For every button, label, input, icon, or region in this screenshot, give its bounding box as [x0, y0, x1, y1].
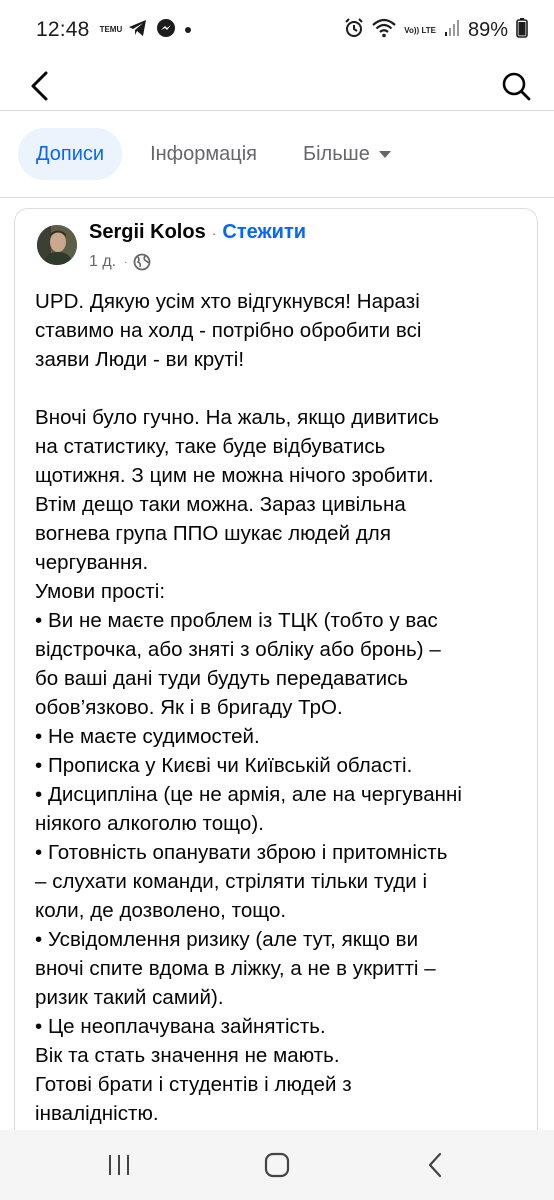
- wifi-icon: [372, 18, 396, 43]
- tab-more-label: Більше: [302, 142, 370, 165]
- post-text-line: вогнева група ППО шукає людей для: [35, 522, 391, 545]
- post-text-line: ризик такий самий).: [35, 986, 224, 1009]
- messenger-icon: [156, 18, 176, 43]
- back-button[interactable]: [20, 66, 60, 106]
- tab-info[interactable]: [150, 128, 257, 180]
- post-text-line: • Не маєте судимостей.: [35, 725, 260, 748]
- post-timestamp[interactable]: 1 д.: [89, 253, 117, 270]
- post-text-line: • Дисципліна (це не армія, але на чергуванні: [35, 783, 463, 806]
- status-time: 12:48: [36, 18, 90, 41]
- meta-separator: ·: [124, 256, 128, 268]
- home-button[interactable]: [247, 1135, 307, 1195]
- tab-more[interactable]: [303, 128, 392, 180]
- post-text-line: Готові брати і студентів і людей з: [35, 1073, 352, 1096]
- post-text-line: на статистику, таке буде відбуватись: [35, 435, 386, 458]
- notification-icons: [100, 18, 192, 43]
- post-text-line: Вночі було гучно. На жаль, якщо дивитись: [35, 406, 440, 429]
- alarm-icon: [344, 18, 364, 43]
- post-text-line: заяви Люди - ви круті!: [35, 348, 245, 371]
- telegram-icon: [128, 19, 148, 42]
- post-text-line: відстрочка, або зняті з обліку або бронь) –: [35, 638, 441, 661]
- header-divider: [0, 110, 554, 111]
- recent-apps-button[interactable]: [89, 1135, 149, 1195]
- post-text-line: коли, де дозволено, тощо.: [35, 899, 287, 922]
- status-bar: [0, 0, 554, 60]
- home-icon: [264, 1152, 290, 1178]
- tab-posts[interactable]: [18, 128, 122, 180]
- caret-down-icon: [378, 149, 392, 159]
- globe-icon: [133, 253, 151, 271]
- post-text-line: • Прописка у Києві чи Київській області.: [35, 754, 413, 777]
- battery-icon: [516, 18, 528, 43]
- arrow-left-icon: [29, 71, 51, 101]
- post-meta: [89, 253, 151, 271]
- post-text-line: • Ви не маєте проблем із ТЦК (тобто у вас: [35, 609, 438, 632]
- post-text-line: вночі спите вдома в ліжку, а не в укритті –: [35, 957, 436, 980]
- post-text-line: Умови прості:: [35, 580, 166, 603]
- avatar[interactable]: [37, 225, 77, 265]
- post-text-line: • Це неоплачувана зайнятість.: [35, 1015, 326, 1038]
- volte-icon: Vo)) LTE: [404, 25, 436, 35]
- temu-app-icon: TEMU: [99, 25, 123, 34]
- signal-icon: [444, 19, 460, 42]
- status-right: [344, 18, 528, 43]
- post-text-line: • Готовність опанувати зброю і притомність: [35, 841, 448, 864]
- post-header: [89, 221, 306, 244]
- author-photo: [37, 225, 77, 265]
- tabs-divider: [0, 197, 554, 198]
- post-text-line: Втім дещо таки можна. Зараз цивільна: [35, 493, 406, 516]
- post-text-line: щотижня. З цим не можна нічого зробити.: [35, 464, 434, 487]
- chevron-left-icon: [427, 1152, 443, 1178]
- post-text-line: інвалідністю.: [35, 1102, 159, 1125]
- post-text: [35, 287, 531, 1128]
- recent-apps-icon: [107, 1153, 131, 1177]
- top-navigation: [0, 60, 554, 112]
- author-name[interactable]: Sergii Kolos: [89, 221, 206, 243]
- post-text-line: бо ваші дані туди будуть передаватись: [35, 667, 409, 690]
- search-icon: [501, 71, 531, 101]
- search-button[interactable]: [496, 66, 536, 106]
- system-navigation-bar: [0, 1130, 554, 1200]
- profile-tabs: [0, 128, 554, 180]
- battery-percent: 89%: [467, 18, 508, 41]
- more-notifications-dot: [184, 21, 192, 39]
- post-text-line: обов’язково. Як і в бригаду ТрО.: [35, 696, 343, 719]
- post-text-line: чергування.: [35, 551, 149, 574]
- post-text-line: UPD. Дякую усім хто відгукнувся! Наразі: [35, 290, 420, 313]
- post-text-line: ніякого алкоголю тощо).: [35, 812, 264, 835]
- post-text-line: [35, 374, 531, 403]
- header-separator: ·: [211, 224, 217, 241]
- post-text-line: Вік та стать значення не мають.: [35, 1044, 340, 1067]
- tab-posts-label: Дописи: [36, 142, 105, 165]
- post-card: [14, 208, 538, 1168]
- tab-info-label: Інформація: [150, 142, 257, 165]
- post-text-line: – слухати команди, стріляти тільки туди і: [35, 870, 428, 893]
- post-text-line: • Усвідомлення ризику (але тут, якщо ви: [35, 928, 419, 951]
- post-text-line: ставимо на холд - потрібно обробити всі: [35, 319, 422, 342]
- follow-button[interactable]: Стежити: [222, 221, 307, 243]
- system-back-button[interactable]: [405, 1135, 465, 1195]
